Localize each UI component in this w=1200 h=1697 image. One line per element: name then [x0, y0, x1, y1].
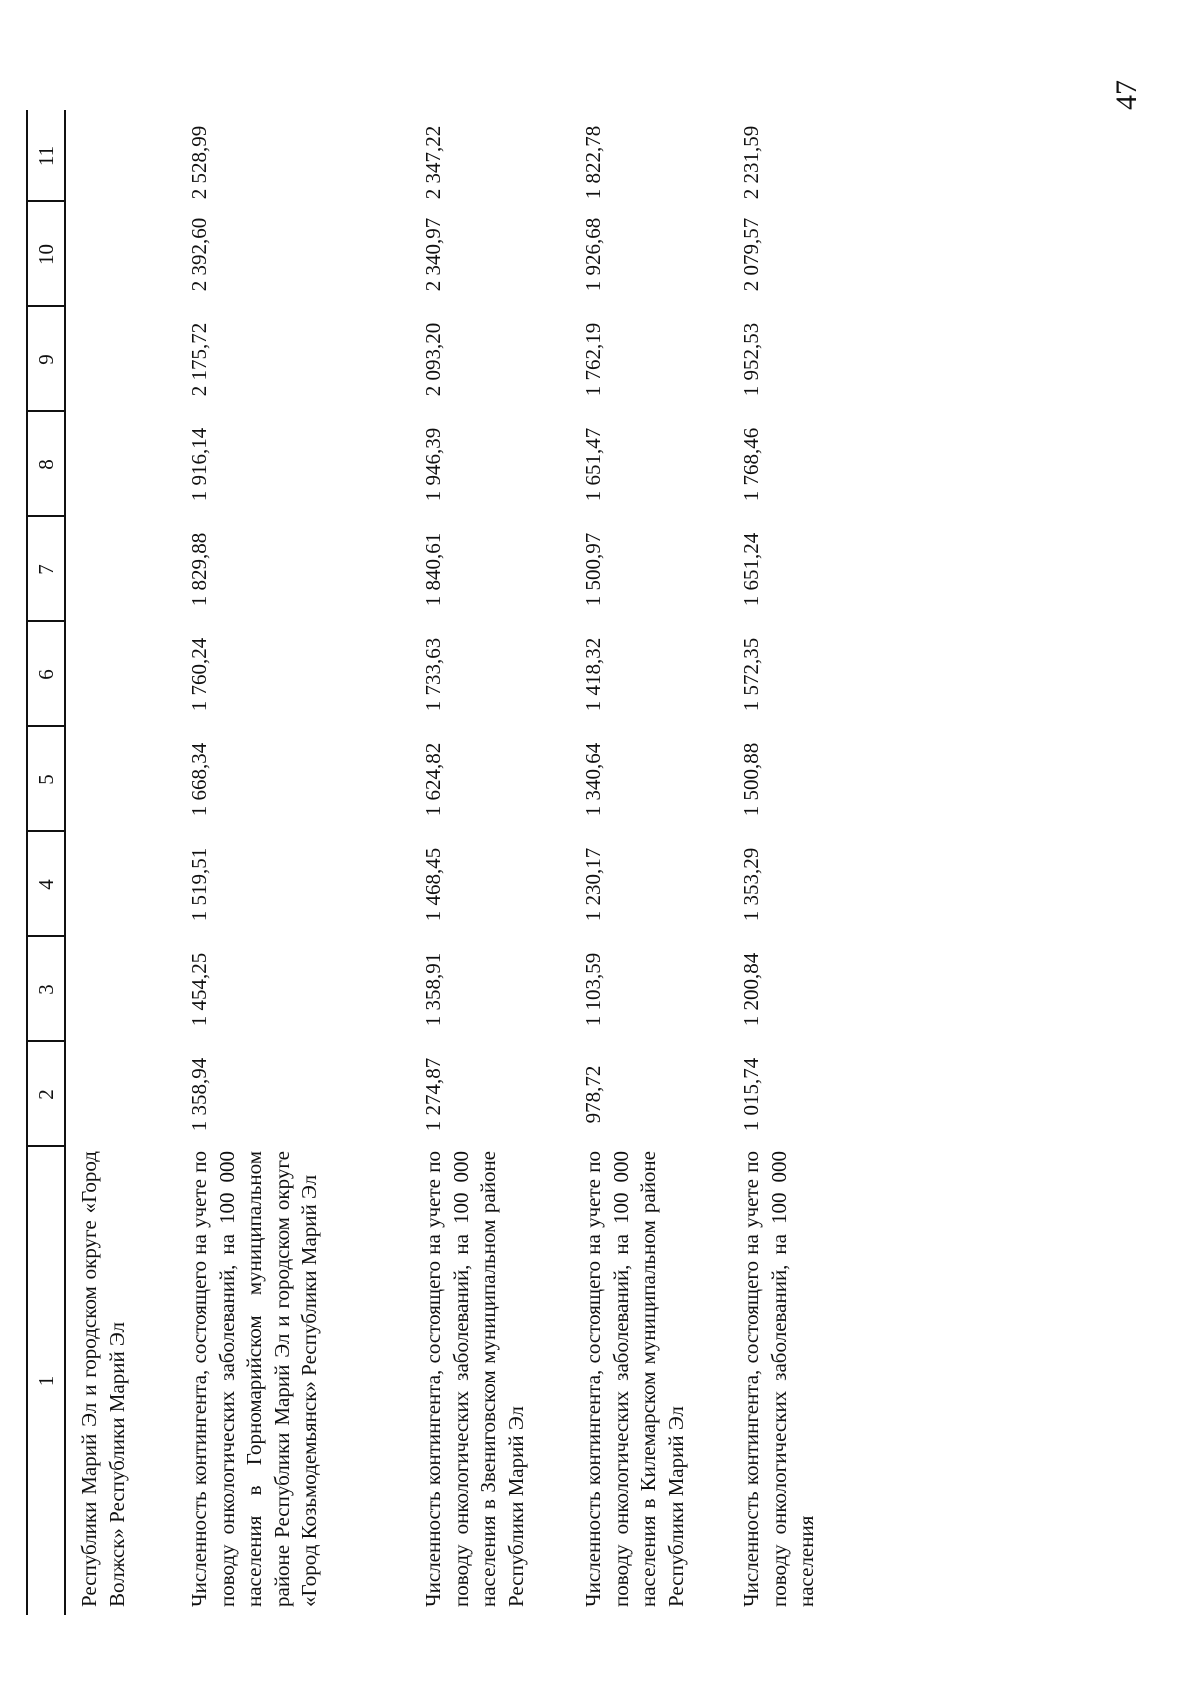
row-value: 1 500,88 — [739, 742, 763, 817]
column-number-6: 6 — [34, 669, 58, 680]
column-number-10: 10 — [34, 244, 58, 265]
page-number: 47 — [1110, 80, 1143, 110]
row-value: 1 624,82 — [421, 742, 445, 817]
header-top-rule — [26, 110, 28, 1615]
row-value: 2 340,97 — [421, 217, 445, 292]
column-number-4: 4 — [34, 879, 58, 890]
row-description: Республики Марий Эл и городском округе «Город Волжск» Республики Марий Эл — [77, 1151, 129, 1607]
row-value: 1 829,88 — [187, 532, 211, 607]
row-value: 1 500,97 — [581, 532, 605, 607]
column-number-5: 5 — [34, 774, 58, 785]
row-value: 1 840,61 — [421, 532, 445, 607]
row-value: 1 926,68 — [581, 217, 605, 292]
row-value: 1 760,24 — [187, 637, 211, 712]
row-value: 1 274,87 — [421, 1057, 445, 1132]
column-number-3: 3 — [34, 984, 58, 995]
column-number-7: 7 — [34, 564, 58, 575]
row-value: 1 762,19 — [581, 322, 605, 397]
column-number-8: 8 — [34, 459, 58, 470]
row-value: 1 946,39 — [421, 427, 445, 502]
row-value: 2 175,72 — [187, 322, 211, 397]
row-value: 1 768,46 — [739, 427, 763, 502]
row-description: Численность контингента, состоящего на учете по поводу онкологических заболеваний, на 100 000 населения в Звениговском муниципальном районе Республики Марий Эл — [421, 1151, 528, 1607]
row-value: 1 519,51 — [187, 847, 211, 922]
rotated-table — [0, 110, 820, 1615]
row-value: 1 952,53 — [739, 322, 763, 397]
row-value: 1 103,59 — [581, 952, 605, 1027]
row-value: 1 572,35 — [739, 637, 763, 712]
row-value: 1 358,94 — [187, 1057, 211, 1132]
row-value: 2 347,22 — [421, 125, 445, 200]
row-value: 1 353,29 — [739, 847, 763, 922]
row-value: 1 733,63 — [421, 637, 445, 712]
row-value: 1 340,64 — [581, 742, 605, 817]
row-value: 2 079,57 — [739, 217, 763, 292]
column-number-11: 11 — [34, 145, 58, 167]
row-value: 1 454,25 — [187, 952, 211, 1027]
row-value: 1 200,84 — [739, 952, 763, 1027]
row-value: 1 651,47 — [581, 427, 605, 502]
row-value: 1 468,45 — [421, 847, 445, 922]
row-value: 2 528,99 — [187, 125, 211, 200]
column-number-1: 1 — [34, 1375, 58, 1387]
row-value: 1 358,91 — [421, 952, 445, 1027]
row-value: 1 822,78 — [581, 125, 605, 200]
row-value: 1 015,74 — [739, 1057, 763, 1132]
header-bottom-rule — [64, 110, 66, 1615]
row-value: 2 392,60 — [187, 217, 211, 292]
row-value: 2 093,20 — [421, 322, 445, 397]
row-value: 1 418,32 — [581, 637, 605, 712]
row-value: 1 651,24 — [739, 532, 763, 607]
column-number-2: 2 — [34, 1089, 58, 1100]
row-description: Численность контингента, состоящего на учете по поводу онкологических заболеваний, на 100 000 населения — [739, 1151, 818, 1607]
row-value: 1 916,14 — [187, 427, 211, 502]
row-value: 978,72 — [581, 1065, 605, 1124]
column-number-9: 9 — [34, 354, 58, 365]
row-value: 1 668,34 — [187, 742, 211, 817]
row-description: Численность контингента, состоящего на учете по поводу онкологических заболеваний, на 100 000 населения в Горномарийском муниципальном районе Республики Марий Эл и городском округе «Город Козьмодемьянск» Республики Марий Эл — [187, 1151, 321, 1607]
row-description: Численность контингента, состоящего на учете по поводу онкологических заболеваний, на 100 000 населения в Килемарском муниципальном районе Республики Марий Эл — [581, 1151, 688, 1607]
row-value: 2 231,59 — [739, 125, 763, 200]
row-value: 1 230,17 — [581, 847, 605, 922]
